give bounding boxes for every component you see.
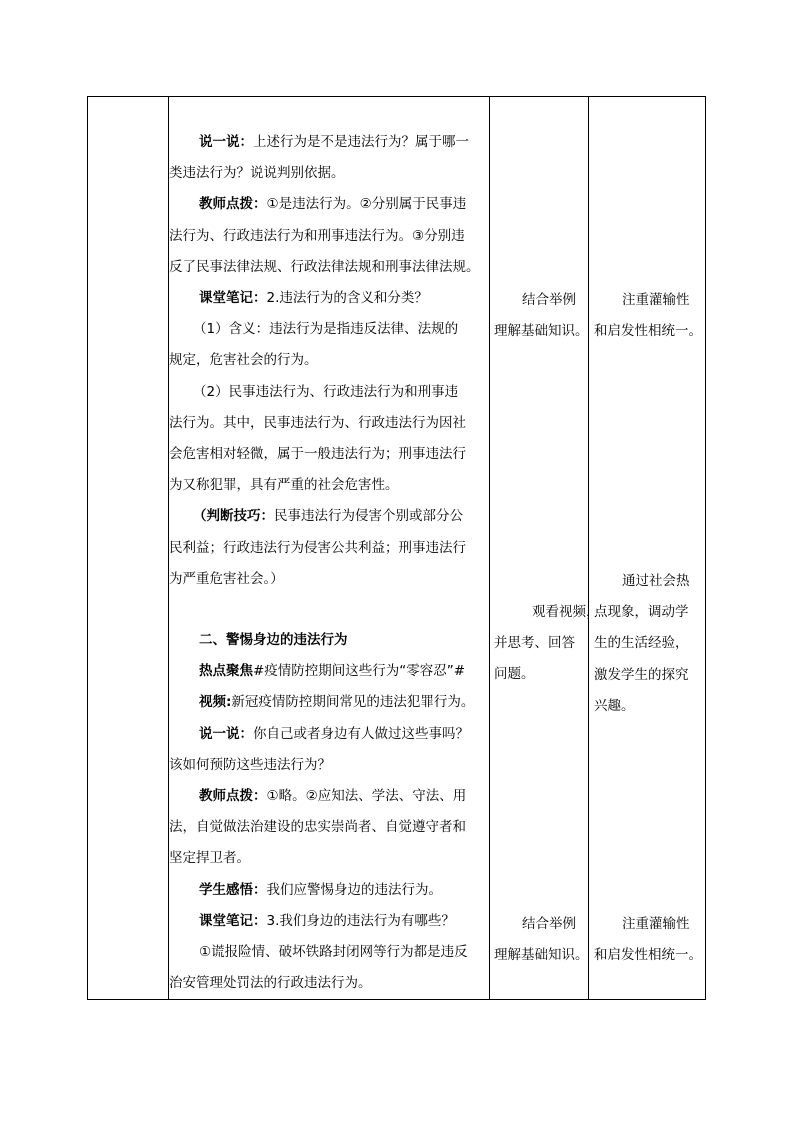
label-teacher-tip: 教师点拨： [199,788,267,805]
text-line: 法行为。其中，民事违法行为、行政违法行为因社 [169,414,466,431]
text-line: 上述行为是不是违法行为？属于哪一 [253,134,469,150]
spacer [169,595,489,625]
text-line: 和启发性相统一。 [594,323,702,340]
text-line: 会危害相对轻微，属于一般违法行为；刑事违法行 [169,446,466,463]
text-line: 注重灌输性 [622,292,690,308]
design-intent-cell [594,285,702,347]
text-line: 理解基础知识。 [494,323,589,340]
text-line: （1）含义：违法行为是指违反法律、法规的 [193,321,459,338]
label-say: 说一说： [199,134,253,150]
student-activity-cell [494,597,600,691]
column-divider [489,97,490,999]
text-line: 民事违法行为侵害个别或部分公 [274,508,463,525]
label-class-notes: 课堂笔记： [199,290,267,307]
text-line: 3.我们身边的违法行为有哪些？ [266,912,455,929]
text-line: 点现象，调动学 [594,604,689,621]
text-line: 我们应警惕身边的违法行为。 [266,881,442,898]
text-line: 民利益；行政违法行为侵害公共利益；刑事违法行 [169,539,466,556]
teaching-process-cell [169,127,489,999]
text-line: 理解基础知识。 [494,947,589,964]
paragraph [169,283,489,314]
label-judgment-tip: （判断技巧： [193,508,274,525]
design-intent-cell [594,909,702,971]
text-line: 治安管理处罚法的行政违法行为。 [169,975,372,992]
text-line: 类违法行为？说说判别依据。 [169,165,345,182]
text-line: 为严重危害社会。） [169,570,284,587]
label-video: 视频: [199,694,232,711]
paragraph [169,127,489,158]
student-activity-cell [494,909,589,971]
text-line: 法行为、行政违法行为和刑事违法行为。③分别违 [169,227,465,244]
section-heading: 二、警惕身边的违法行为 [199,632,348,649]
text-line: 该如何预防这些违法行为？ [169,756,331,773]
text-line: 通过社会热 [622,573,690,589]
text-line: 注重灌输性 [622,916,690,932]
text-line: 问题。 [494,666,535,683]
label-student-insight: 学生感悟： [199,881,267,898]
paragraph [169,687,489,718]
paragraph [169,781,489,812]
text-line: 激发学生的探究 [594,666,689,683]
design-intent-cell [594,566,690,722]
paragraph [169,656,489,687]
text-line: ①是违法行为。②分别属于民事违 [266,196,467,213]
label-say: 说一说： [199,725,253,742]
text-line: 兴趣。 [594,697,635,714]
text-line: 你自己或者身边有人做过这些事吗？ [253,725,469,742]
paragraph [169,501,489,532]
label-class-notes: 课堂笔记： [199,912,267,929]
label-hot-focus: 热点聚焦 [199,663,253,680]
text-line: 为又称犯罪，具有严重的社会危害性。 [169,477,399,494]
text-line: 并思考、回答 [494,635,575,652]
text-line: 2.违法行为的含义和分类？ [266,290,428,307]
text-line: 规定，危害社会的行为。 [169,352,318,369]
text-line: （2）民事违法行为、行政违法行为和刑事违 [193,383,459,400]
text-line: 法，自觉做法治建设的忠实崇尚者、自觉遵守者和 [169,819,466,836]
paragraph [169,875,489,906]
student-activity-cell [494,285,589,347]
text-line: #疫情防控期间这些行为“零容忍”# [253,663,466,680]
text-line: 结合举例 [522,916,576,932]
text-line: ①谎报险情、破坏铁路封闭网等行为都是违反 [199,944,468,961]
text-line: 新冠疫情防控期间常见的违法犯罪行为。 [231,694,475,711]
paragraph [169,906,489,937]
text-line: 坚定捍卫者。 [169,850,250,867]
text-line: 和启发性相统一。 [594,947,702,964]
text-line: 结合举例 [522,292,576,308]
label-teacher-tip: 教师点拨： [199,196,267,213]
text-line: 反了民事法律法规、行政法律法规和刑事法律法规。 [169,258,480,275]
column-divider [588,97,589,999]
lesson-plan-table [87,96,706,1000]
text-line: 生的生活经验， [594,635,689,652]
text-line: 观看视频， [532,604,600,620]
paragraph [169,719,489,750]
paragraph [169,189,489,220]
text-line: ①略。②应知法、学法、守法、用 [266,788,467,805]
